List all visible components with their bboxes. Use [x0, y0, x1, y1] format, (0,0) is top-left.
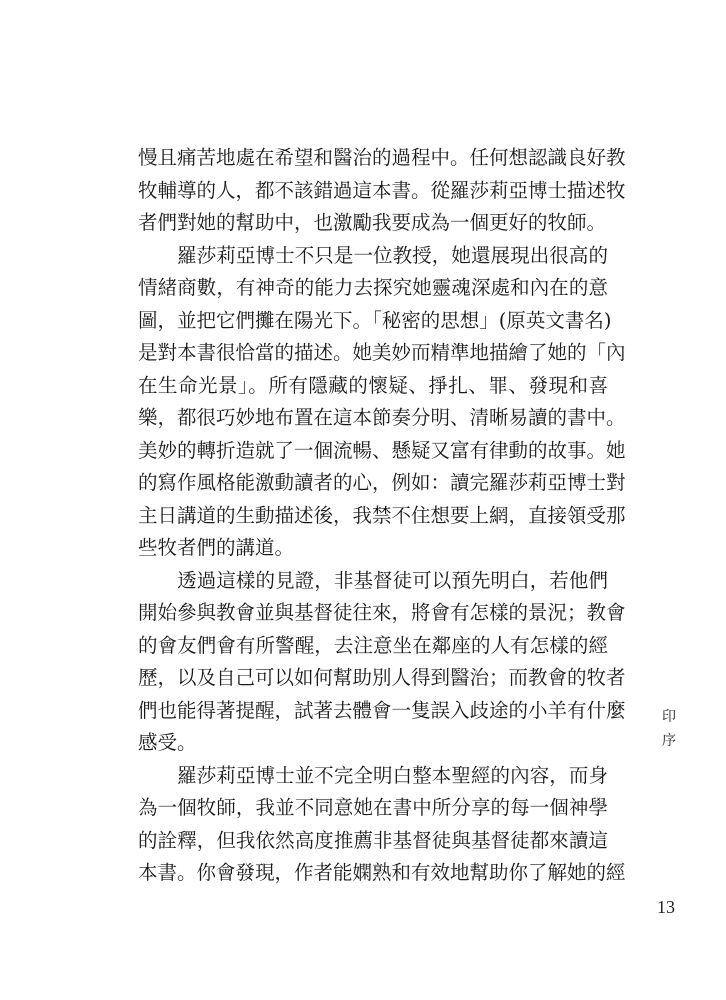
text-line: 們也能得著提醒，試著去體會一隻誤入歧途的小羊有什麼 [138, 698, 626, 722]
text-line: 透過這樣的見證，非基督徒可以預先明白，若他們 [138, 568, 608, 592]
text-line: 為一個牧師，我並不同意她在書中所分享的每一個神學 [138, 796, 608, 819]
text-line: 牧輔導的人，都不該錯過這本書。從羅莎莉亞博士描述牧 [138, 178, 626, 202]
text-line: 在生命光景」。所有隱藏的懷疑、掙扎、罪、發現和喜 [138, 373, 608, 397]
text-line: 羅莎莉亞博士不只是一位教授，她還展現出很高的 [138, 243, 608, 267]
text-line: 圖，並把它們攤在陽光下。「秘密的思想」(原英文書名) [138, 308, 612, 332]
body-text [138, 142, 626, 890]
text-line: 本書。你會發現，作者能嫻熟和有效地幫助你了解她的經 [138, 861, 626, 884]
text-line: 主日講道的生動描述後，我禁不住想要上網，直接領受那 [138, 503, 626, 527]
text-line: 的會友們會有所警醒，去注意坐在鄰座的人有怎樣的經 [138, 633, 608, 657]
text-line: 的詮釋，但我依然高度推薦非基督徒與基督徒都來讀這 [138, 828, 608, 852]
text-line: 慢且痛苦地處在希望和醫治的過程中。任何想認識良好教 [138, 146, 626, 169]
text-line: 情緒商數，有神奇的能力去探究她靈魂深處和內在的意 [138, 276, 608, 299]
page-number: 13 [657, 897, 675, 917]
text-line: 者們對她的幫助中，也激勵我要成為一個更好的牧師。 [138, 211, 607, 234]
text-line: 羅莎莉亞博士並不完全明白整本聖經的內容，而身 [138, 763, 608, 787]
text-line: 的寫作風格能激動讀者的心，例如：讀完羅莎莉亞博士對 [138, 471, 626, 494]
section-side-label [659, 705, 679, 753]
text-line: 感受。 [138, 731, 197, 754]
side-label-char: 印 [662, 709, 676, 725]
text-line: 是對本書很恰當的描述。她美妙而精準地描繪了她的「內 [138, 341, 626, 364]
side-label-char: 序 [662, 733, 676, 749]
text-line: 樂，都很巧妙地布置在這本節奏分明、清晰易讀的書中。 [138, 406, 626, 429]
text-line: 美妙的轉折造就了一個流暢、懸疑又富有律動的故事。她 [138, 438, 626, 462]
text-line: 些牧者們的講道。 [138, 536, 295, 559]
text-line: 歷，以及自己可以如何幫助別人得到醫治；而教會的牧者 [138, 666, 626, 689]
text-line: 開始參與教會並與基督徒往來，將會有怎樣的景況；教會 [138, 601, 626, 624]
